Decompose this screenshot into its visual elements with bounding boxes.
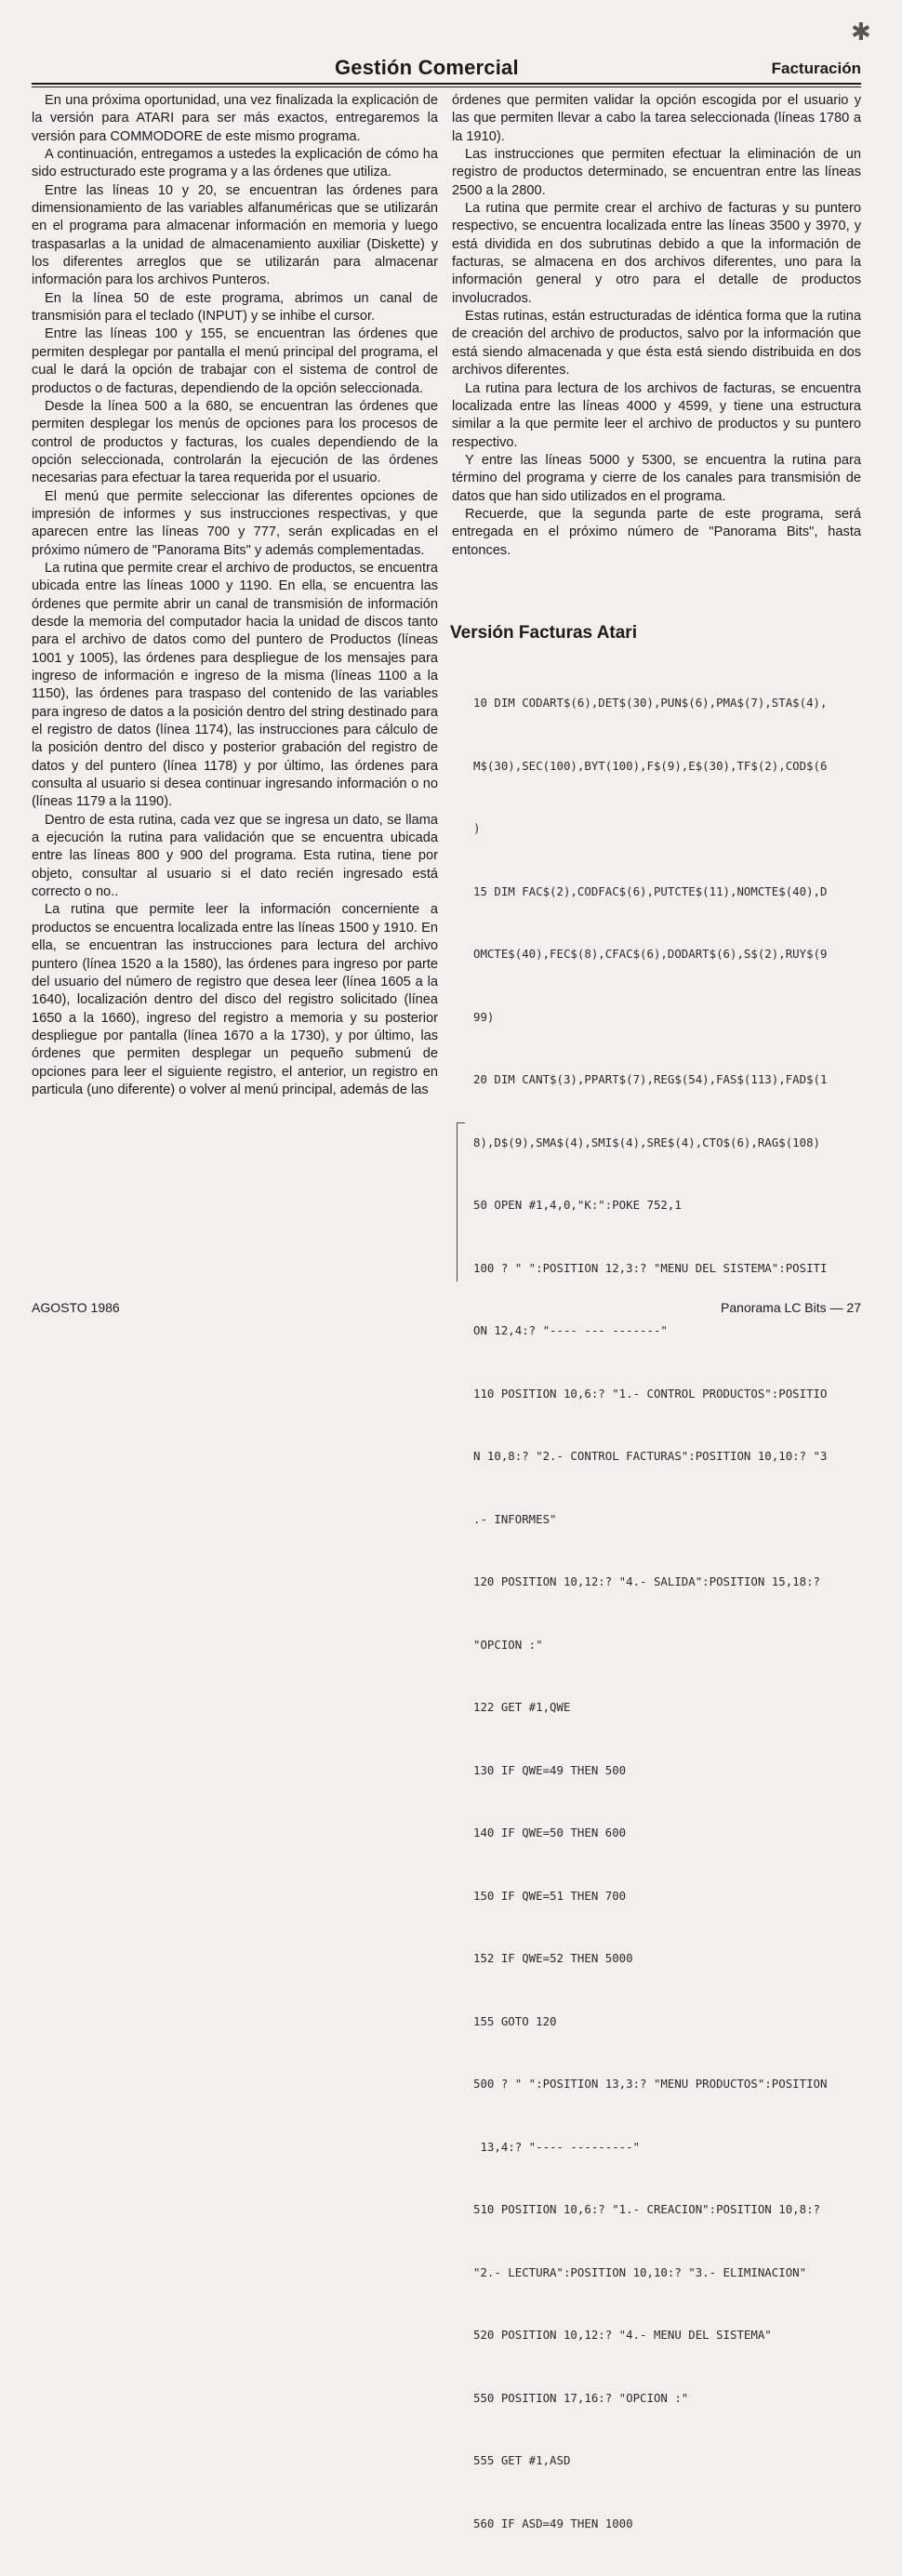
code-line: M$(30),SEC(100),BYT(100),F$(9),E$(30),TF$(2),COD$(6 (473, 758, 828, 773)
code-line: 100 ? " ":POSITION 12,3:? "MENU DEL SISTEMA":POSITI (473, 1260, 828, 1275)
code-line: 152 IF QWE=52 THEN 5000 (473, 1951, 633, 1965)
code-line: ) (473, 821, 481, 835)
paragraph: El menú que permite seleccionar las diferentes opciones de impresión de informes y sus instrucciones respectivas, y que aparecen entre las líneas 700 y 777, serán explicadas en el próximo número de "Panorama Bits" y además complementadas. (32, 488, 438, 558)
code-line: 150 IF QWE=51 THEN 700 (473, 1888, 627, 1903)
right-column (452, 92, 861, 560)
page-title: Gestión Comercial (335, 56, 519, 79)
code-line: "OPCION :" (473, 1637, 543, 1652)
code-line: 13,4:? "---- ---------" (473, 2139, 641, 2154)
code-line: 155 GOTO 120 (473, 2013, 557, 2028)
code-line: 99) (473, 1009, 495, 1024)
header-rule (32, 83, 861, 87)
paragraph: Estas rutinas, están estructuradas de idéntica forma que la rutina de creación del archivo de productos, salvo por la información que está siendo almacenada y que ésta está siendo distribuida en dos archivos diferentes. (452, 309, 861, 378)
pencil-mark-icon: ✱ (851, 19, 871, 46)
paragraph: La rutina que permite leer la información concerniente a productos se encuentra localizada entre las líneas 1500 y 1910. En ella, se encuentran las instrucciones para lectura del archivo puntero (línea 1520 a la 1580), las órdenes para ingreso por parte del usuario del número de registro que desea leer (línea 1605 a la 1640), localización dentro del disco del registro solicitado (línea 1650 a la 1660), ingreso del registro a memoria y su posterior despliegue por pantalla (línea 1670 a la 1730), y por último, las órdenes que permiten desplegar un pequeño submenú de opciones para leer el siguiente registro, el anterior, un registro en particula (uno diferente) o volver al menú principal, además de las (32, 902, 438, 1097)
code-line: 20 DIM CANT$(3),PPART$(7),REG$(54),FAS$(113),FAD$(1 (473, 1072, 828, 1086)
code-line: 15 DIM FAC$(2),CODFAC$(6),PUTCTE$(11),NOMCTE$(40),D (473, 883, 828, 898)
paragraph: Entre las líneas 100 y 155, se encuentran las órdenes que permiten desplegar por pantalla el menú principal del programa, el cual le dará la opción de trabajar con el sistema de control de productos o de facturas, dependiendo de la opción seleccionada. (32, 326, 438, 396)
section-label: Facturación (771, 60, 861, 77)
paragraph: En una próxima oportunidad, una vez finalizada la explicación de la versión para ATARI para ser más exactos, entregaremos la versión para COMMODORE de este mismo programa. (32, 93, 438, 144)
code-line: 130 IF QWE=49 THEN 500 (473, 1762, 627, 1777)
page-header (32, 54, 861, 82)
code-line: ON 12,4:? "---- --- -------" (473, 1323, 668, 1337)
code-line: 50 OPEN #1,4,0,"K:":POKE 752,1 (473, 1198, 682, 1212)
code-line: 120 POSITION 10,12:? "4.- SALIDA":POSITION 15,18:? (473, 1574, 820, 1588)
left-column (32, 92, 438, 1099)
paragraph: Y entre las líneas 5000 y 5300, se encuentra la rutina para término del programa y cierre de los canales para transmisión de datos que han sido utilizados en el programa. (452, 452, 861, 504)
code-line: 550 POSITION 17,16:? "OPCION :" (473, 2390, 689, 2405)
code-line: .- INFORMES" (473, 1511, 557, 1526)
code-line: 8),D$(9),SMA$(4),SMI$(4),SRE$(4),CTO$(6),RAG$(108) (473, 1135, 820, 1149)
code-line: "2.- LECTURA":POSITION 10,10:? "3.- ELIMINACION" (473, 2264, 807, 2279)
code-line: 560 IF ASD=49 THEN 1000 (473, 2516, 633, 2530)
footer-page-number: Panorama LC Bits — 27 (721, 1300, 861, 1315)
paragraph: Dentro de esta rutina, cada vez que se ingresa un dato, se llama a ejecución la rutina para validación que se encuentra ubicada entre las líneas 800 y 900 del programa. Esta rutina, tiene por objeto, consultar al usuario si el dato recién ingresado está correcto o no.. (32, 812, 438, 900)
code-line: 555 GET #1,ASD (473, 2453, 571, 2467)
paragraph: Las instrucciones que permiten efectuar la eliminación de un registro de productos determinado, se encuentran entre las líneas 2500 a la 2800. (452, 147, 861, 198)
code-line: 520 POSITION 10,12:? "4.- MENU DEL SISTEMA" (473, 2328, 772, 2342)
paragraph: Recuerde, que la segunda parte de este programa, será entregada en el próximo número de "Panorama Bits", hasta entonces. (452, 506, 861, 558)
code-line: 500 ? " ":POSITION 13,3:? "MENU PRODUCTOS":POSITION (473, 2077, 828, 2091)
code-line: 510 POSITION 10,6:? "1.- CREACION":POSITION 10,8:? (473, 2202, 820, 2216)
code-line: 10 DIM CODART$(6),DET$(30),PUN$(6),PMA$(7),STA$(4), (473, 696, 828, 710)
code-line: 122 GET #1,QWE (473, 1700, 571, 1714)
code-line: 140 IF QWE=50 THEN 600 (473, 1826, 627, 1839)
paragraph: A continuación, entregamos a ustedes la explicación de cómo ha sido estructurado este programa y a las órdenes que utiliza. (32, 147, 438, 180)
paragraph: En la línea 50 de este programa, abrimos un canal de transmisión para el teclado (INPUT) y se inhibe el cursor. (32, 290, 438, 325)
paragraph: Entre las líneas 10 y 20, se encuentran las órdenes para dimensionamiento de las variables alfanuméricas que se utilizarán en el programa para almacenar información en memoria y luego traspasarlas a la unidad de almacenamiento auxiliar (Diskette) y los diferentes arreglos que se utilizarán para almacenar información para los archivos Punteros. (32, 182, 438, 288)
footer-date: AGOSTO 1986 (32, 1300, 120, 1315)
paragraph: Desde la línea 500 a la 680, se encuentran las órdenes que permiten desplegar los menús de opciones para los procesos de control de productos y facturas, los cuales dependiendo de la opción seleccionada, controlarán la ejecución de las órdenes necesarias para efectuar la tarea requerida por el usuario. (32, 398, 438, 486)
paragraph: La rutina que permite crear el archivo de productos, se encuentra ubicada entre las líneas 1000 y 1190. En ella, se encuentra las órdenes que permite abrir un canal de transmisión de información desde la memoria del computador hacia la unidad de discos tanto para el archivo de datos como del puntero de Productos (líneas 1001 y 1005), las órdenes para despliegue de los mensajes para ingreso de información e ingreso de la misma (líneas 1100 a la 1150), las órdenes para traspaso del contenido de las variables para ingreso de datos a la posición dentro del string destinado para el registro de datos (línea 1174), las instrucciones para cálculo de la posición dentro del disco y posterior grabación del registro de datos y del puntero (línea 1178) y por último, las órdenes para consulta al usuario si desea continuar ingresando información o no (líneas 1179 a la 1190). (32, 560, 438, 810)
code-line: N 10,8:? "2.- CONTROL FACTURAS":POSITION 10,10:? "3 (473, 1449, 828, 1463)
paragraph: La rutina para lectura de los archivos de facturas, se encuentra localizada entre las líneas 4000 y 4599, y tiene una estructura similar a la que permite leer el archivo de productos y su puntero respectivo. (452, 380, 861, 450)
listing-title: Versión Facturas Atari (450, 623, 637, 643)
paragraph: órdenes que permiten validar la opción escogida por el usuario y las que permiten llevar a cabo la tarea seleccionada (líneas 1780 a la 1910). (452, 93, 861, 144)
basic-listing (473, 651, 864, 2576)
pen-bracket-mark (457, 1122, 465, 1281)
code-line: OMCTE$(40),FEC$(8),CFAC$(6),DODART$(6),S$(2),RUY$(9 (473, 947, 828, 961)
code-line: 110 POSITION 10,6:? "1.- CONTROL PRODUCTOS":POSITIO (473, 1386, 828, 1401)
paragraph: La rutina que permite crear el archivo de facturas y su puntero respectivo, se encuentra localizada entre las líneas 3500 y 3970, y está dividida en dos subrutinas debido a que la información de facturas, se almacena en dos archivos diferentes, uno para la información general y otro para el detalle de productos involucrados. (452, 201, 861, 306)
